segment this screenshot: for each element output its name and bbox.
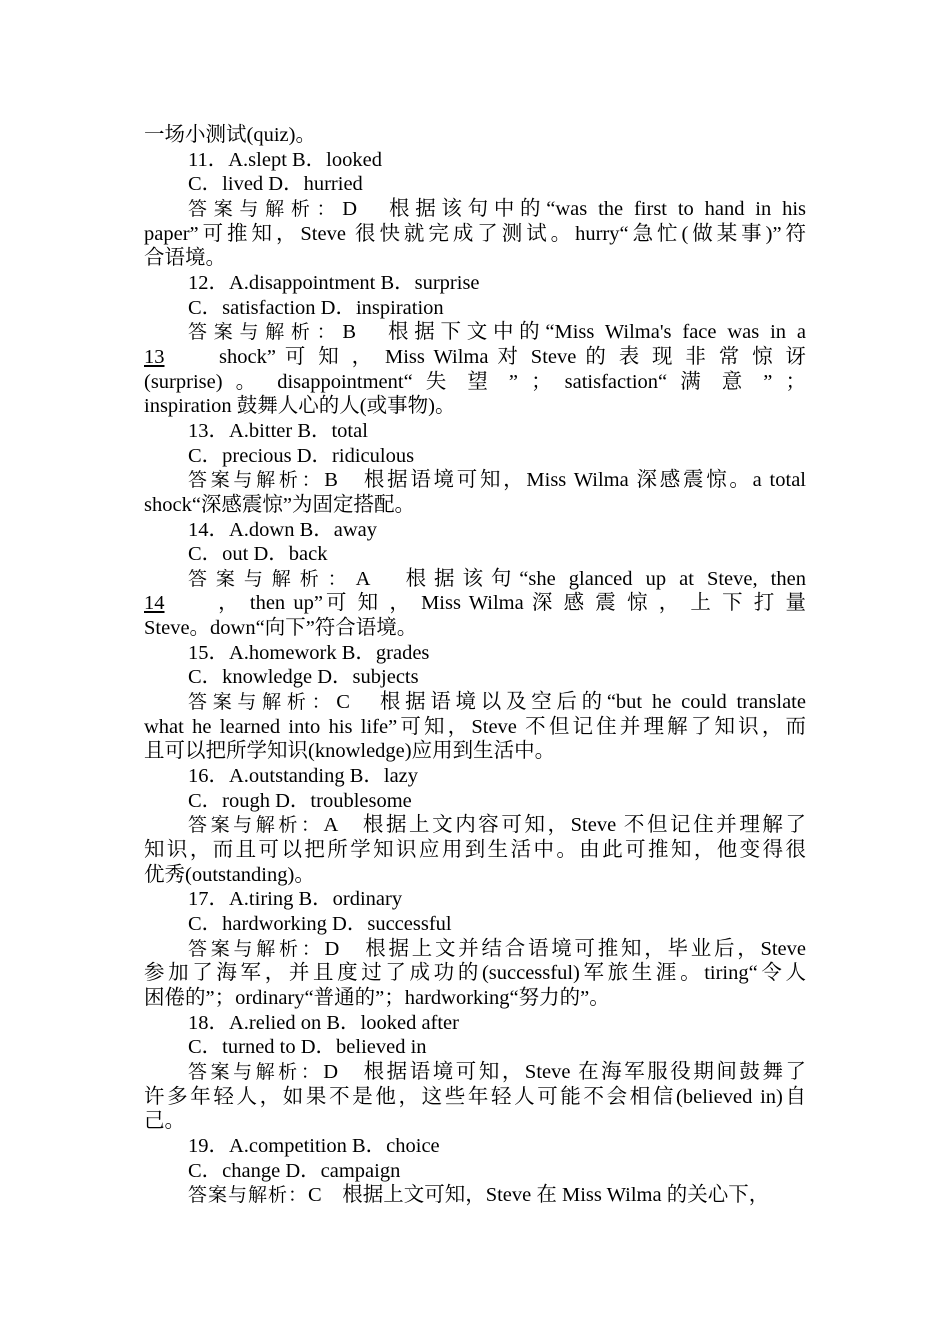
text-line: 困倦的”；ordinary“普通的”；hardworking“努力的”。 bbox=[144, 986, 610, 1009]
answer-label: 答案与解析： bbox=[188, 469, 325, 492]
answer-line bbox=[144, 813, 806, 838]
answer-line bbox=[144, 320, 806, 345]
text-line: 许多年轻人，如果不是他，这些年轻人可能不会相信(believed in)自 bbox=[144, 1085, 806, 1108]
option-line: 17．A.tiring B．ordinary bbox=[188, 888, 403, 911]
option-line: 18．A.relied on B．looked after bbox=[188, 1011, 459, 1034]
answer-text: C 根据上文可知，Steve 在 Miss Wilma 的关心下， bbox=[308, 1184, 770, 1207]
option-line: 12．A.disappointment B．surprise bbox=[188, 271, 480, 294]
text-segment: ， then up”可 知 ， Miss Wilma 深 感 震 惊 ， 上 下 打 量 bbox=[218, 592, 806, 615]
option-line: C．satisfaction D．inspiration bbox=[188, 296, 444, 319]
option-line: 16．A.outstanding B．lazy bbox=[188, 765, 419, 788]
answer-line bbox=[144, 690, 806, 715]
answer-text: A 根据上文内容可知，Steve 不但记住并理解了 bbox=[323, 814, 806, 837]
option-line: 19．A.competition B．choice bbox=[188, 1134, 440, 1157]
blank-number: 14 bbox=[144, 592, 165, 615]
option-line: C．turned to D．believed in bbox=[188, 1036, 427, 1059]
answer-line bbox=[144, 197, 806, 222]
answer-label: 答案与解析： bbox=[188, 197, 343, 220]
text-segment: shock” 可 知 ， Miss Wilma 对 Steve 的 表 现 非 常 惊 讶 bbox=[219, 345, 806, 368]
text-line: 优秀(outstanding)。 bbox=[144, 863, 315, 886]
answer-label: 答案与解析： bbox=[188, 937, 325, 960]
text-line: 己。 bbox=[144, 1110, 185, 1133]
answer-text: C 根据语境以及空后的“but he could translate bbox=[336, 691, 806, 714]
option-line: C．change D．campaign bbox=[188, 1159, 401, 1182]
answer-line bbox=[144, 567, 806, 592]
answer-text: A 根据该句“she glanced up at Steve, then bbox=[355, 567, 806, 590]
text-line: 参加了海军，并且度过了成功的(successful)军旅生涯。tiring“令人 bbox=[144, 962, 806, 985]
text-line: paper”可推知，Steve 很快就完成了测试。hurry“急忙(做某事)”符 bbox=[144, 222, 806, 245]
answer-label: 答案与解析： bbox=[188, 1060, 324, 1083]
answer-label: 答案与解析： bbox=[188, 321, 343, 344]
answer-text: B 根据语境可知，Miss Wilma 深感震惊。a total bbox=[324, 469, 806, 492]
answer-label: 答案与解析： bbox=[188, 691, 337, 714]
option-line: 11．A.slept B．looked bbox=[188, 148, 382, 171]
answer-line bbox=[144, 937, 806, 962]
text-line: 且可以把所学知识(knowledge)应用到生活中。 bbox=[144, 740, 556, 763]
option-line: C．knowledge D．subjects bbox=[188, 666, 419, 689]
option-line: C．hardworking D．successful bbox=[188, 913, 452, 935]
option-line: 14．A.down B．away bbox=[188, 518, 378, 541]
answer-text: D 根据该句中的“was the first to hand in his bbox=[342, 197, 806, 220]
option-line: 13．A.bitter B．total bbox=[188, 419, 368, 442]
text-line: 合语境。 bbox=[144, 247, 226, 270]
text-line: (surprise) 。 disappointment“ 失 望 ” ； satisfaction“ 满 意 ” ； bbox=[144, 370, 806, 393]
text-line: 一场小测试(quiz)。 bbox=[144, 124, 316, 146]
answer-text: D 根据上文并结合语境可推知，毕业后，Steve bbox=[324, 937, 806, 960]
option-line: 15．A.homework B．grades bbox=[188, 641, 430, 664]
answer-line bbox=[144, 1183, 806, 1208]
option-line: C．rough D．troublesome bbox=[188, 789, 412, 812]
answer-text: D 根据语境可知，Steve 在海军服役期间鼓舞了 bbox=[323, 1060, 806, 1083]
option-line: C．out D．back bbox=[188, 543, 328, 566]
text-line bbox=[144, 591, 806, 616]
document-page bbox=[144, 123, 806, 1208]
answer-line bbox=[144, 468, 806, 493]
text-line: Steve。down“向下”符合语境。 bbox=[144, 617, 418, 640]
text-line bbox=[144, 345, 806, 370]
blank-number: 13 bbox=[144, 345, 165, 368]
option-line: C．precious D．ridiculous bbox=[188, 444, 415, 467]
option-line: C．lived D．hurried bbox=[188, 173, 363, 196]
text-line: what he learned into his life”可知，Steve 不但记住并理解了知识，而 bbox=[144, 715, 806, 738]
answer-text: B 根据下文中的“Miss Wilma's face was in a bbox=[342, 321, 806, 344]
text-line: shock“深感震惊”为固定搭配。 bbox=[144, 493, 416, 516]
answer-label: 答案与解析： bbox=[188, 814, 324, 837]
text-line: 知识，而且可以把所学知识应用到生活中。由此可推知，他变得很 bbox=[144, 839, 806, 862]
answer-label: 答案与解析： bbox=[188, 1184, 309, 1207]
text-line: inspiration 鼓舞人心的人(或事物)。 bbox=[144, 395, 456, 418]
answer-line bbox=[144, 1060, 806, 1085]
answer-label: 答案与解析： bbox=[188, 567, 356, 590]
